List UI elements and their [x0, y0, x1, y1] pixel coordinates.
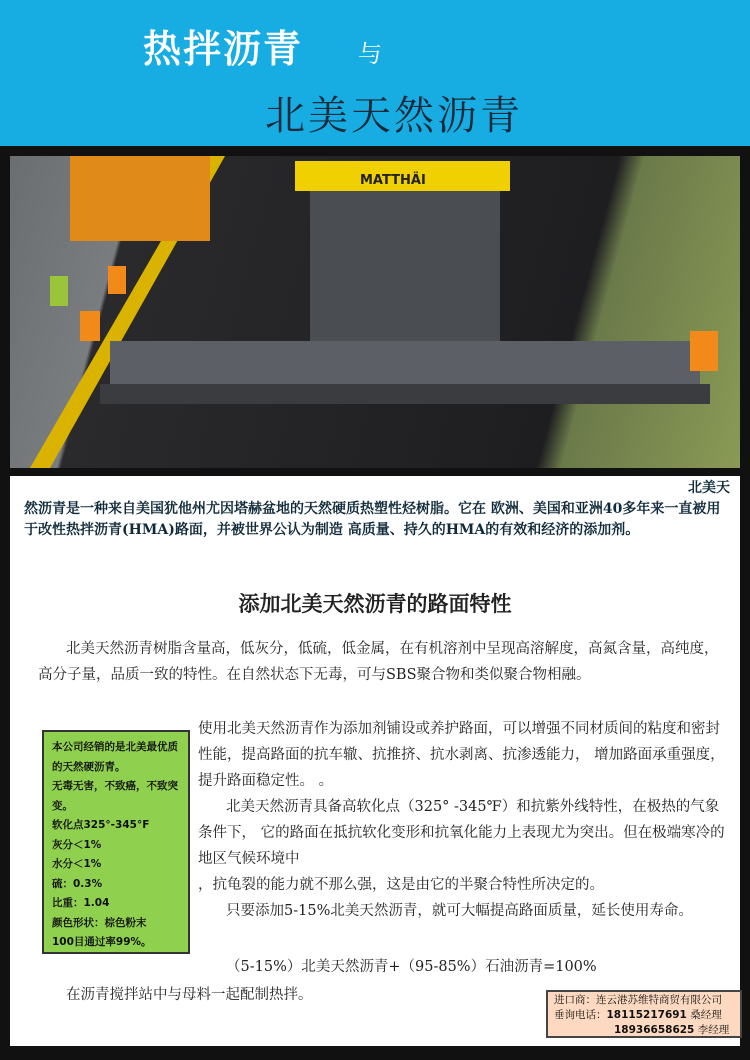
spec-item: 100目通过率99%。: [52, 936, 152, 948]
importer-label: 进口商：: [554, 994, 596, 1006]
contact-person-1: 桑经理: [690, 1009, 722, 1021]
spec-item: 灰分＜1%: [52, 838, 102, 851]
contact-box: [546, 990, 742, 1038]
contact-person-2: 李经理: [697, 1024, 730, 1036]
intro-line-right: 北美天: [688, 480, 730, 496]
spec-item: 本公司经销的是北美最优质的天然硬沥青。: [52, 741, 178, 773]
paver-illustration: [10, 156, 740, 468]
brand-label: MATTHÄI: [360, 173, 426, 188]
phone-label: 垂询电话：: [554, 1009, 607, 1021]
section-title: 添加北美天然沥青的路面特性: [238, 591, 512, 616]
title-connector: 与: [358, 40, 382, 68]
paragraph-cracking: ，抗龟裂的能力就不那么强，这是由它的半聚合特性所决定的。: [198, 877, 604, 893]
formula: （5-15%）北美天然沥青+（95-85%）石油沥青=100%: [226, 959, 597, 975]
spec-box: [42, 730, 190, 954]
intro-text: 然沥青是一种来自美国犹他州尤因塔赫盆地的天然硬质热塑性烃树脂。它在 欧洲、美国和亚洲40多年来一直被用于改性热拌沥青(HMA)路面，并被世界公认为制造 高质量、持久的HMA的有效和经济的添加剂。: [24, 501, 721, 538]
phone-1[interactable]: 18115217691: [606, 1009, 687, 1021]
content-area: [10, 476, 740, 1046]
paragraph-mixing: 在沥青搅拌站中与母料一起配制热拌。: [66, 987, 313, 1003]
paragraph-properties: 北美天然沥青树脂含量高，低灰分，低硫，低金属，在有机溶剂中呈现高溶解度，高氮含量，高纯度，高分子量，品质一致的特性。在自然状态下无毒，可与SBS聚合物和类似聚合物相融。: [38, 641, 719, 683]
paragraph-softening: 北美天然沥青具备高软化点（325° -345℉）和抗紫外线特性，在极热的气象条件下， 它的路面在抵抗软化变形和抗氧化能力上表现尤为突出。但在极端寒冷的地区气候环境中: [198, 799, 725, 867]
title-line2: 北美天然沥青: [265, 93, 523, 139]
spec-item: 颜色形状：棕色粉末: [52, 916, 147, 929]
phone-2[interactable]: 18936658625: [614, 1024, 695, 1036]
paragraph-usage: 使用北美天然沥青作为添加剂铺设或养护路面，可以增强不同材质间的粘度和密封性能，提高路面的抗车辙、抗推挤、抗水剥离、抗渗透能力， 增加路面承重强度，提升路面稳定性。 。: [198, 721, 725, 789]
spec-item: 水分＜1%: [52, 858, 102, 870]
title-line1: 热拌沥青: [143, 27, 304, 71]
paver-photo: [10, 156, 740, 468]
importer-name: 连云港苏维特商贸有限公司: [596, 994, 722, 1006]
paragraph-dosage: 只要添加5-15%北美天然沥青，就可大幅提高路面质量，延长使用寿命。: [226, 903, 693, 919]
spec-item: 比重：1.04: [52, 897, 110, 909]
spec-item: 无毒无害，不致癌，不致突变。: [52, 780, 178, 812]
spec-item: 软化点325°-345°F: [52, 819, 150, 831]
spec-item: 硫：0.3%: [52, 877, 103, 890]
header-banner: [0, 0, 750, 146]
intro-paragraph: [24, 478, 730, 541]
